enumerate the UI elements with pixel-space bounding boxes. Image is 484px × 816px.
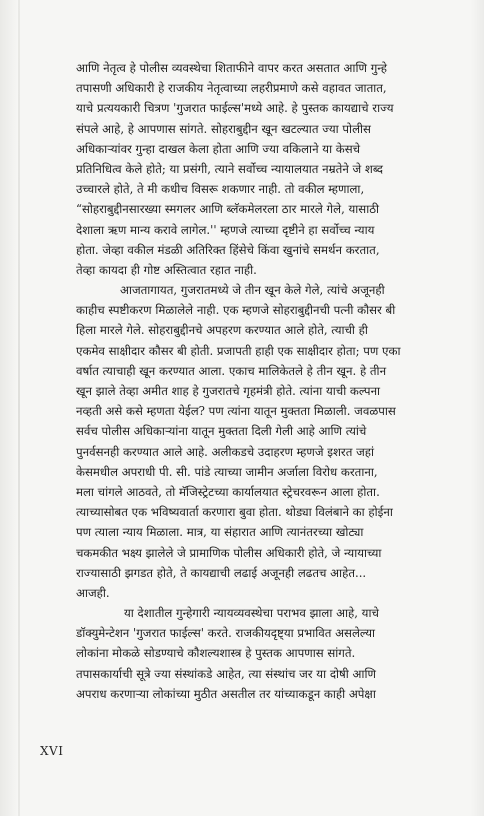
text-line: उच्चारले होते, ते मी कधीच विसरू शकणार नाही. तो वकील म्हणाला, [76, 182, 365, 197]
text-line: काहीच स्पष्टीकरण मिळालेले नाही. एक म्हणजे सोहराबुद्दीनची पत्नी कौसर बी [76, 303, 396, 318]
text-line: चकमकीत भक्ष्य झालेले जे प्रामाणिक पोलीस अधिकारी होते, जे न्यायाच्या [76, 545, 382, 560]
text-line: नव्हती असे कसे म्हणता येईल? पण त्यांना यातून मुक्तता मिळाली. जवळपास [76, 404, 396, 419]
text-line: “सोहराबुद्दीनसारख्या स्मगलर आणि ब्लॅकमेलरला ठार मारले गेले, यासाठी [76, 202, 380, 217]
text-line: राज्यासाठी झगडत होते, ते कायद्याची लढाई अजूनही लढतच आहेत... [76, 565, 367, 580]
text-line: डॉक्युमेन्टेशन 'गुजरात फाईल्स' करते. राजकीयदृष्ट्या प्रभावित असलेल्या [76, 626, 376, 641]
text-line: पुनर्वसनही करण्यात आले आहे. अलीकडचे उदाहरण म्हणजे इशरत जहां [76, 444, 374, 459]
paragraph-1 [76, 58, 456, 280]
text-line: मला चांगले आठवते, तो मॅजिस्ट्रेटच्या कार्यालयात स्ट्रेचरवरून आला होता. [76, 484, 380, 499]
text-line: आणि नेतृत्व हे पोलीस व्यवस्थेचा शिताफीने वापर करत असतात आणि गुन्हे [76, 61, 387, 75]
text-line: होता. जेव्हा वकील मंडळी अतिरिक्त हिंसेचे किंवा खुनांचे समर्थन करतात, [76, 242, 380, 257]
text-line: तपासकार्याची सूत्रे ज्या संस्थांकडे आहेत, त्या संस्थांच जर या दोषी आणि [76, 666, 376, 681]
text-line: खून झाले तेव्हा अमीत शाह हे गुजरातचे गृहमंत्री होते. त्यांना याची कल्पना [76, 384, 381, 398]
text-line: तपासणी अधिकारी हे राजकीय नेतृत्वाच्या लहरीप्रमाणे कसे वहावत जातात, [76, 81, 387, 96]
page-number: XVI [40, 744, 64, 758]
body-text [76, 58, 456, 704]
text-line: केसमधील अपराधी पी. सी. पांडे त्याच्या जामीन अर्जाला विरोध करताना, [76, 464, 378, 479]
text-line: देशाला ऋण मान्य करावे लागेल.'' म्हणजे त्याच्या दृष्टीने हा सर्वोच्च न्याय [76, 222, 375, 237]
text-line: आजही. [76, 585, 110, 600]
text-line: प्रतिनिधित्व केले होते; या प्रसंगी, त्याने सर्वोच्च न्यायालयात नम्रतेने जे शब्द [76, 161, 383, 176]
text-line: या देशातील गुन्हेगारी न्यायव्यवस्थेचा पराभव झाला आहे, याचे [124, 606, 379, 621]
text-line: तेव्हा कायदा ही गोष्ट अस्तित्वात रहात नाही. [76, 262, 257, 277]
text-line: याचे प्रत्ययकारी चित्रण 'गुजरात फाईल्स'मध्ये आहे. हे पुस्तक कायद्याचे राज्य [76, 101, 394, 116]
text-line: हिला मारले गेले. सोहराबुद्दीनचे अपहरण करण्यात आले होते, त्याची ही [76, 323, 368, 338]
text-line: आजतागायत, गुजरातमध्ये जे तीन खून केले गेले, त्यांचे अजूनही [120, 283, 385, 298]
text-line: एकमेव साक्षीदार कौसर बी होती. प्रजापती हाही एक साक्षीदार होता; पण एका [76, 343, 401, 358]
text-line: पण त्याला न्याय मिळाला. मात्र, या संहारात आणि त्यानंतरच्या खोट्या [76, 525, 364, 540]
text-line: संपले आहे, हे आपणास सांगते. सोहराबुद्दीन खून खटल्यात ज्या पोलीस [76, 121, 371, 136]
text-line: अपराध करणाऱ्या लोकांच्या मुठीत असतील तर यांच्याकडून काही अपेक्षा [76, 686, 376, 701]
text-line: अधिकाऱ्यांवर गुन्हा दाखल केला होता आणि ज्या वकिलाने या केसचे [76, 141, 361, 156]
paragraph-2 [76, 280, 456, 603]
text-line: सर्वच पोलीस अधिकाऱ्यांना यातून मुक्तता दिली गेली आहे आणि त्यांचे [76, 424, 367, 439]
paragraph-3 [76, 603, 456, 704]
text-line: लोकांना मोकळे सोडण्याचे कौशल्यशास्त्र हे पुस्तक आपणास सांगते. [76, 646, 356, 661]
text-line: वर्षात त्याचाही खून करण्यात आला. एकाच मालिकेतले हे तीन खून. हे तीन [76, 363, 387, 378]
text-line: त्याच्यासोबत एक भविष्यवार्ता करणारा बुवा होता. थोड्या विलंबाने का होईना [76, 505, 393, 520]
page-gutter [18, 0, 20, 816]
